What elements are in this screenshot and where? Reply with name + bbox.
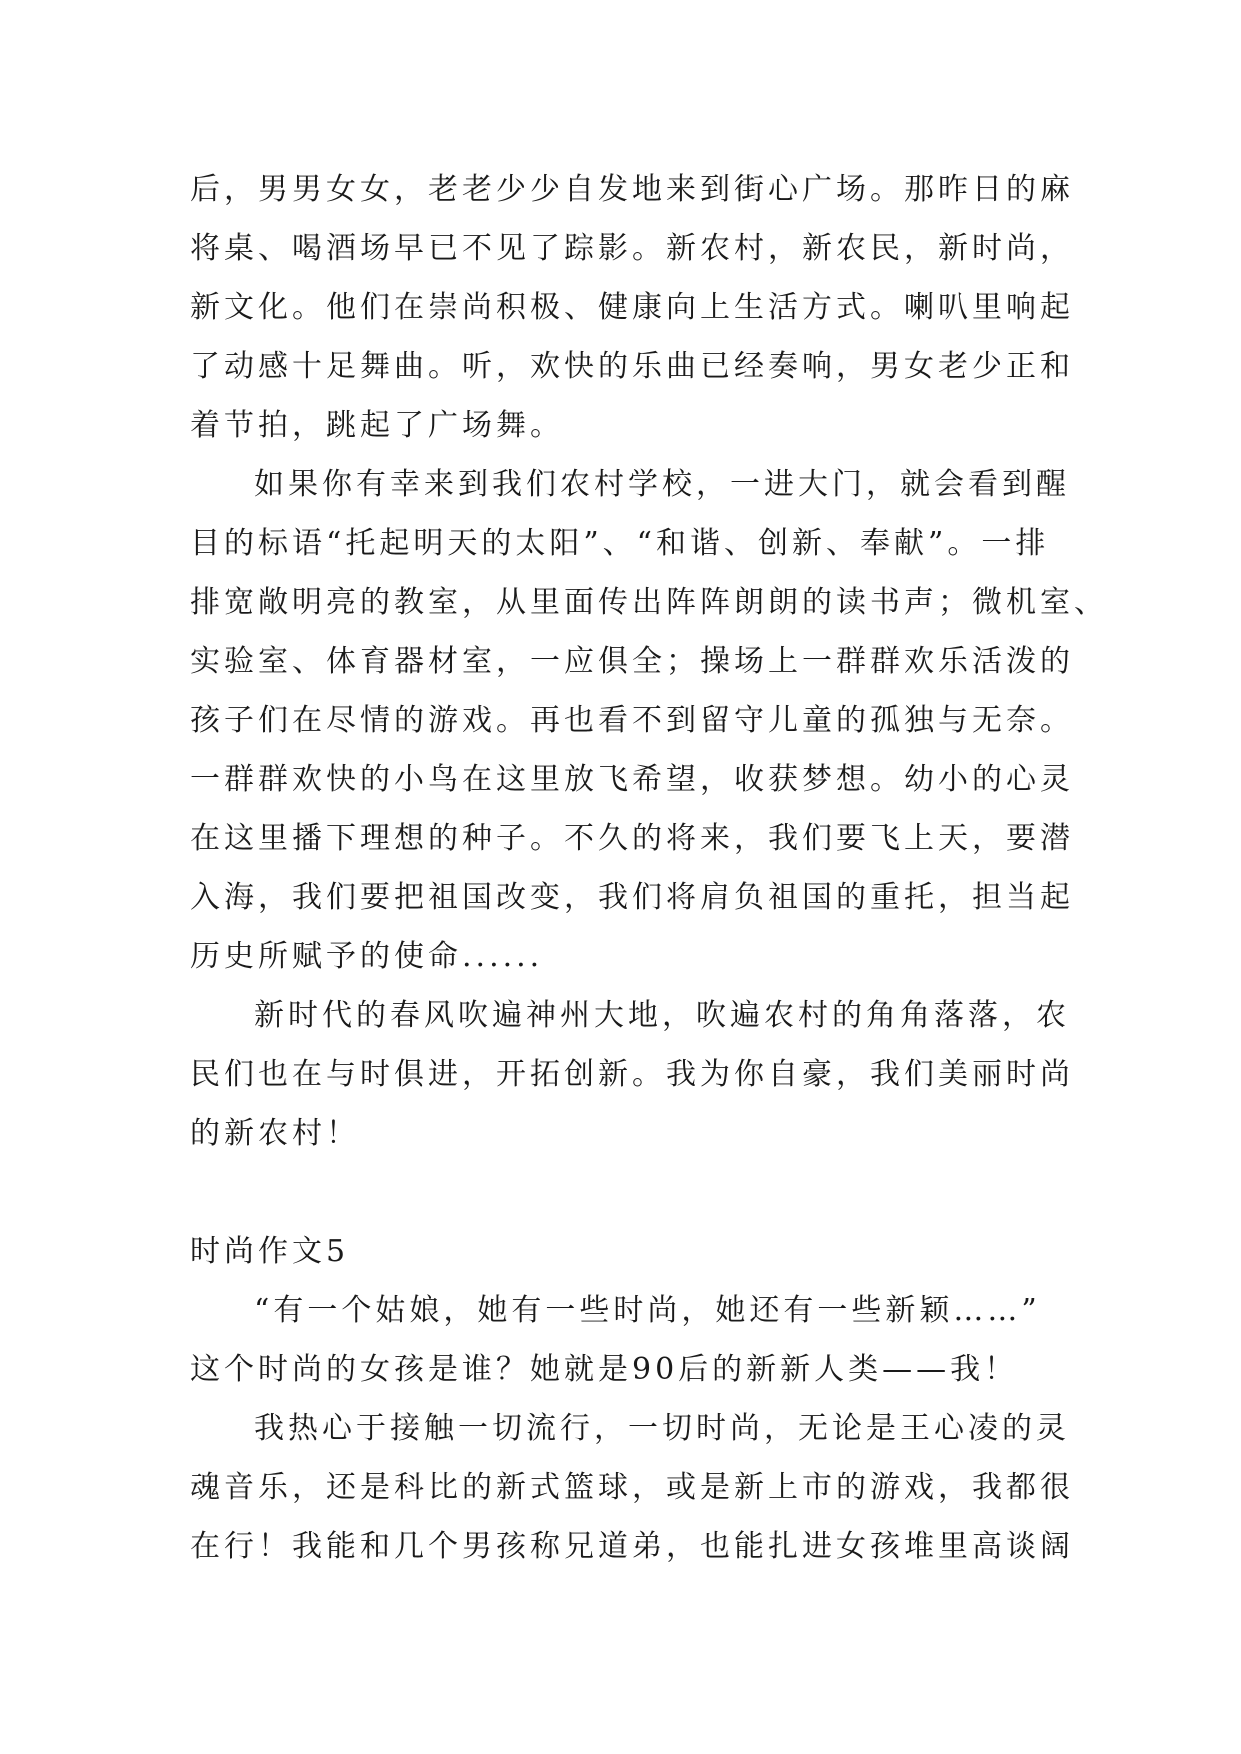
text-line: 着节拍，跳起了广场舞。 <box>190 408 564 443</box>
text-line: 的新农村！ <box>190 1116 360 1151</box>
section-title <box>190 1222 1070 1281</box>
text-line: 民们也在与时俱进，开拓创新。我为你自豪，我们美丽时尚 <box>190 1057 1074 1092</box>
text-line: 目的标语“托起明天的太阳”、“和谐、创新、奉献”。一排 <box>190 526 1050 561</box>
paragraph-2 <box>190 455 1108 986</box>
text-line: 孩子们在尽情的游戏。再也看不到留守儿童的孤独与无奈。 <box>190 703 1074 738</box>
text-line: 排宽敞明亮的教室，从里面传出阵阵朗朗的读书声；微机室、 <box>190 585 1108 620</box>
paragraph-1 <box>190 160 1074 455</box>
text-line: 新时代的春风吹遍神州大地，吹遍农村的角角落落，农 <box>254 998 1070 1033</box>
text-line: 新文化。他们在崇尚积极、健康向上生活方式。喇叭里响起 <box>190 290 1074 325</box>
text-line: “有一个姑娘，她有一些时尚，她还有一些新颖……” <box>254 1293 1041 1328</box>
section-paragraph-2 <box>190 1399 1074 1576</box>
paragraph-3 <box>190 986 1074 1163</box>
text-line: 将桌、喝酒场早已不见了踪影。新农村，新农民，新时尚， <box>190 231 1074 266</box>
text-line: 魂音乐，还是科比的新式篮球，或是新上市的游戏，我都很 <box>190 1470 1074 1505</box>
text-line: 一群群欢快的小鸟在这里放飞希望，收获梦想。幼小的心灵 <box>190 762 1074 797</box>
section-title-text: 时尚作文5 <box>190 1234 350 1269</box>
text-line: 这个时尚的女孩是谁？她就是90后的新新人类——我！ <box>190 1352 1019 1387</box>
text-line: 在这里播下理想的种子。不久的将来，我们要飞上天，要潜 <box>190 821 1074 856</box>
text-line: 入海，我们要把祖国改变，我们将肩负祖国的重托，担当起 <box>190 880 1074 915</box>
text-line: 后，男男女女，老老少少自发地来到街心广场。那昨日的麻 <box>190 172 1074 207</box>
section-spacer <box>190 1163 1070 1222</box>
section-paragraph-1 <box>190 1281 1070 1399</box>
text-line: 如果你有幸来到我们农村学校，一进大门，就会看到醒 <box>254 467 1070 502</box>
text-line: 了动感十足舞曲。听，欢快的乐曲已经奏响，男女老少正和 <box>190 349 1074 384</box>
text-line: 我热心于接触一切流行，一切时尚，无论是王心凌的灵 <box>254 1411 1070 1446</box>
text-line: 实验室、体育器材室，一应俱全；操场上一群群欢乐活泼的 <box>190 644 1074 679</box>
document-body <box>190 160 1108 1576</box>
text-line: 在行！我能和几个男孩称兄道弟，也能扎进女孩堆里高谈阔 <box>190 1529 1074 1564</box>
text-line: 历史所赋予的使命...... <box>190 939 544 974</box>
